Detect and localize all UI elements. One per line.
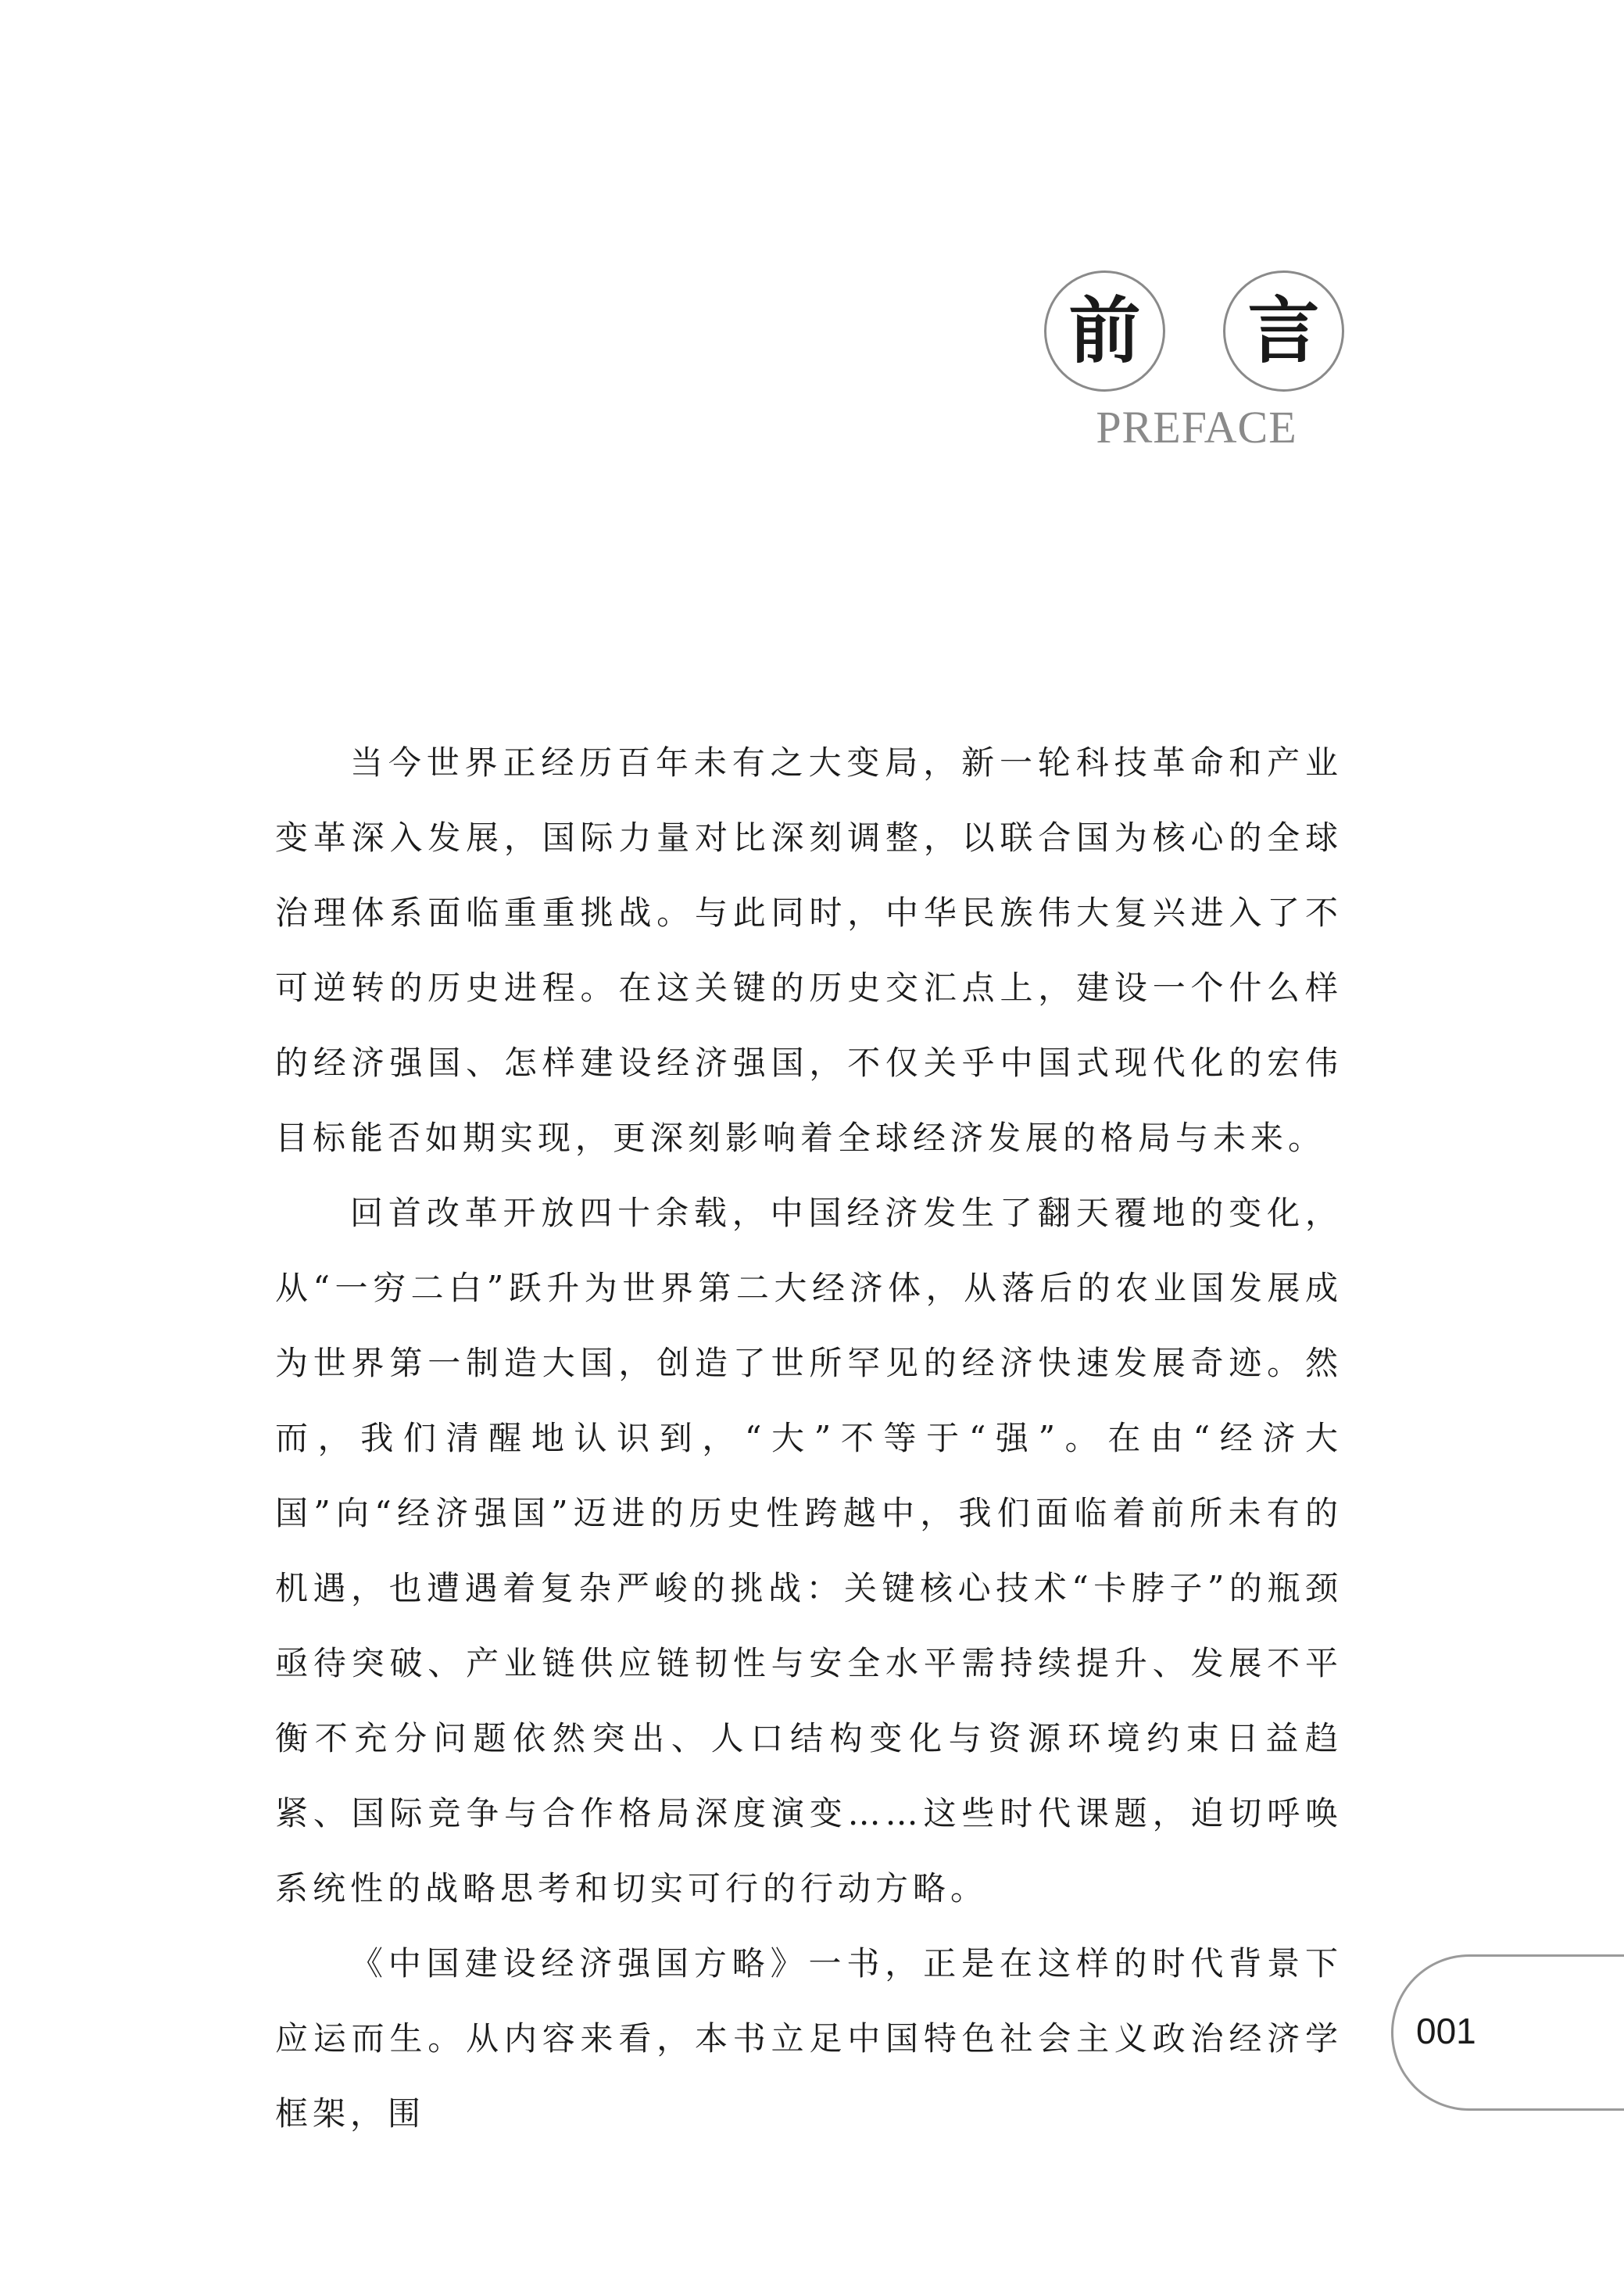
- paragraph-3: 《中国建设经济强国方略》一书，正是在这样的时代背景下应运而生。从内容来看，本书立足中国特色社会主义政治经济学框架，围: [275, 1944, 1343, 2133]
- heading-subtitle: PREFACE: [1096, 402, 1297, 453]
- heading-char-qian: 前: [1044, 270, 1165, 392]
- paragraph-2: 回首改革开放四十余载，中国经济发生了翻天覆地的变化，从“一穷二白”跃升为世界第二大经济体，从落后的农业国发展成为世界第一制造大国，创造了世所罕见的经济快速发展奇迹。然而，我们清醒地认识到，“大”不等于“强”。在由“经济大国”向“经济强国”迈进的历史性跨越中，我们面临着前所未有的机遇，也遭遇着复杂严峻的挑战：关键核心技术“卡脖子”的瓶颈亟待突破、产业链供应链韧性与安全水平需持续提升、发展不平衡不充分问题依然突出、人口结构变化与资源环境约束日益趋紧、国际竞争与合作格局深度演变……这些时代课题，迫切呼唤系统性的战略思考和切实可行的行动方略。: [275, 1194, 1343, 1907]
- body-text: [275, 725, 1343, 2151]
- page-number: 001: [1416, 2011, 1476, 2051]
- paragraph-1: 当今世界正经历百年未有之大变局，新一轮科技革命和产业变革深入发展，国际力量对比深刻调整，以联合国为核心的全球治理体系面临重重挑战。与此同时，中华民族伟大复兴进入了不可逆转的历史进程。在这关键的历史交汇点上，建设一个什么样的经济强国、怎样建设经济强国，不仅关乎中国式现代化的宏伟目标能否如期实现，更深刻影响着全球经济发展的格局与未来。: [275, 743, 1343, 1157]
- heading-char-yan: 言: [1223, 270, 1344, 392]
